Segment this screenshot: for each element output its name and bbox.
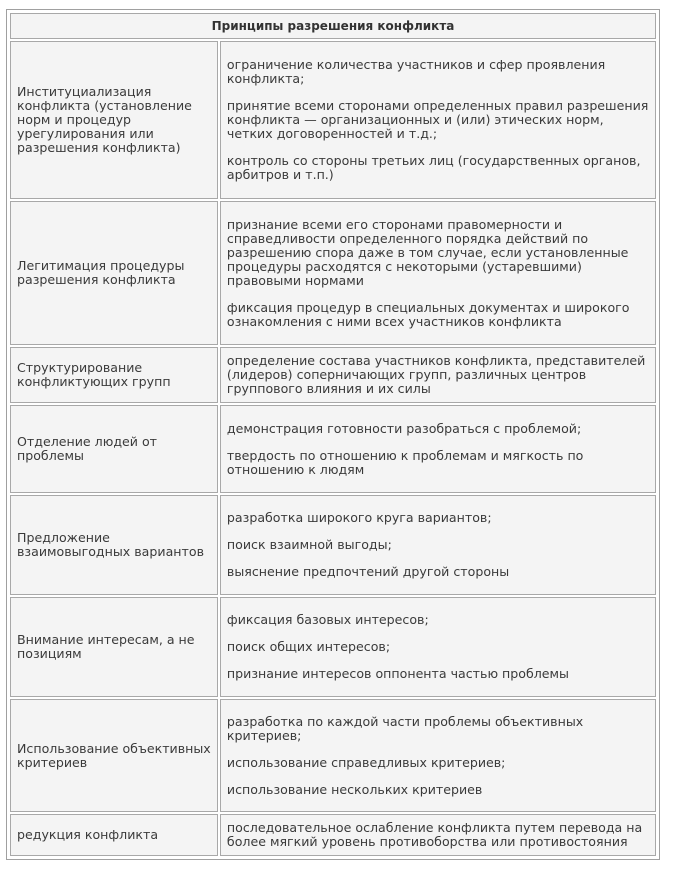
measure-item: демонстрация готовности разобраться с проблемой;	[226, 420, 582, 436]
measures-cell	[220, 41, 656, 199]
measure-item: твердость по отношению к проблемам и мягкость по отношению к людям	[226, 447, 584, 477]
principle-cell: Предложение взаимовыгодных вариантов	[10, 495, 218, 595]
measures-cell	[220, 597, 656, 697]
measure-item: определение состава участников конфликта, представителей (лидеров) соперничающих групп, различных центров группового влияния и их силы	[226, 353, 646, 396]
measure-item: использование справедливых критериев;	[226, 754, 506, 770]
table-row	[10, 41, 656, 199]
table-row	[10, 597, 656, 697]
measure-item: использование нескольких критериев	[226, 781, 483, 797]
measures-cell	[220, 495, 656, 595]
measures-cell	[220, 347, 656, 403]
measures-cell	[220, 814, 656, 856]
measure-item: фиксация базовых интересов;	[226, 612, 429, 627]
principle-cell: Отделение людей от проблемы	[10, 405, 218, 493]
measure-item: разработка широкого круга вариантов;	[226, 510, 492, 525]
measure-item: фиксация процедур в специальных документах и широкого ознакомления с ними всех участников конфликта	[226, 299, 630, 329]
table-row	[10, 347, 656, 403]
measure-item: признание всеми его сторонами правомерности и справедливости определенного порядка действий по разрешению спора даже в том случае, если установленные процедуры расходятся с некоторыми (устаревшими) правовыми нормами	[226, 216, 629, 288]
measure-item: выяснение предпочтений другой стороны	[226, 564, 510, 579]
measure-item: последовательное ослабление конфликта путем перевода на более мягкий уровень противоборства или противостояния	[226, 820, 643, 849]
table-header-row	[10, 13, 656, 39]
table-title: Принципы разрешения конфликта	[10, 13, 656, 39]
measure-item: принятие всеми сторонами определенных правил разрешения конфликта — организационных и (или) этических норм, четких договоренностей и т.д.;	[226, 98, 649, 141]
table-row	[10, 495, 656, 595]
principles-table	[8, 11, 658, 858]
measure-item: поиск взаимной выгоды;	[226, 537, 392, 552]
principle-cell: Институциализация конфликта (установление норм и процедур урегулирования или разрешения конфликта)	[10, 41, 218, 199]
principle-cell: Внимание интересам, а не позициям	[10, 597, 218, 697]
measure-item: контроль со стороны третьих лиц (государственных органов, арбитров и т.п.)	[226, 153, 641, 182]
principle-cell: Использование объективных критериев	[10, 699, 218, 812]
measure-item: признание интересов оппонента частью проблемы	[226, 666, 569, 681]
measure-item: разработка по каждой части проблемы объективных критериев;	[226, 713, 584, 743]
measure-item: ограничение количества участников и сфер проявления конфликта;	[226, 57, 606, 86]
principle-cell: редукция конфликта	[10, 814, 218, 856]
table-row	[10, 814, 656, 856]
principle-cell: Легитимация процедуры разрешения конфликта	[10, 201, 218, 345]
table-row	[10, 405, 656, 493]
principles-table-container	[6, 9, 660, 860]
table-row	[10, 699, 656, 812]
measures-cell	[220, 201, 656, 345]
principle-cell: Структурирование конфликтующих групп	[10, 347, 218, 403]
measure-item: поиск общих интересов;	[226, 639, 391, 654]
measures-cell	[220, 699, 656, 812]
table-row	[10, 201, 656, 345]
measures-cell	[220, 405, 656, 493]
